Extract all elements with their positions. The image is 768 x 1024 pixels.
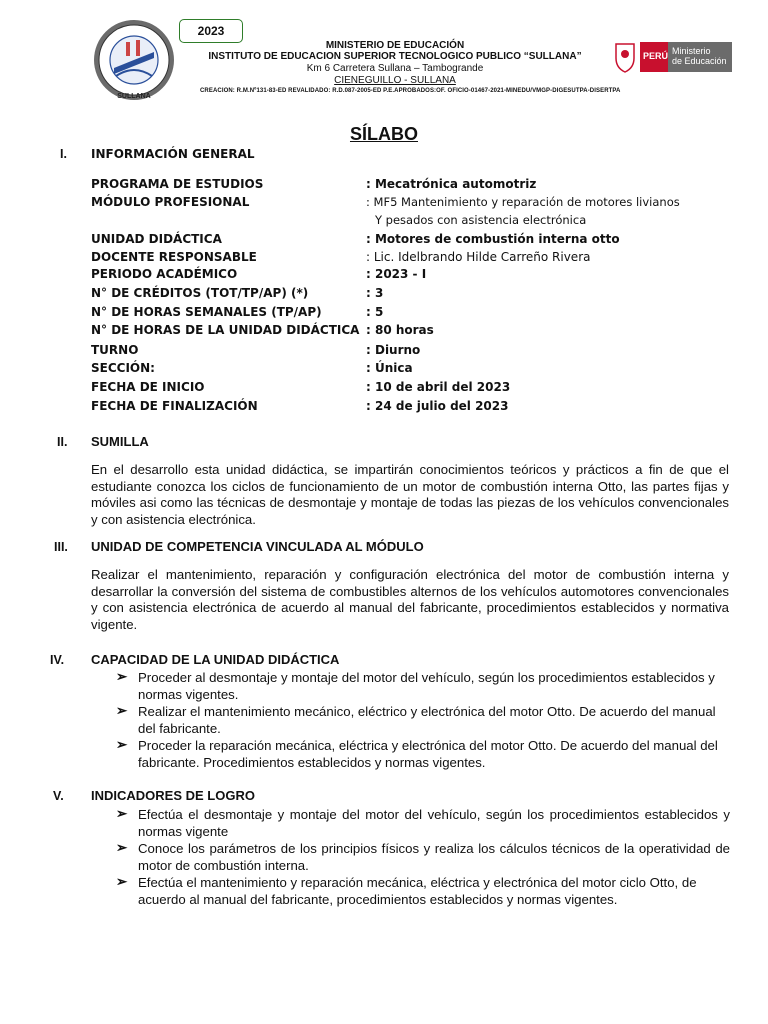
peru-logo-text: PERÚ: [643, 51, 669, 61]
section-3-number: III.: [54, 540, 68, 554]
info-value: : 24 de julio del 2023: [366, 399, 509, 413]
capacidad-item: Proceder la reparación mecánica, eléctrica y electrónica del motor Otto. De acuerdo del manual del fabricante. Procedimientos establecidos y normas vigentes.: [138, 738, 718, 770]
ministry-logo-text-1: Ministerio: [672, 46, 711, 56]
capacidad-bullet-icon: ➢: [116, 737, 128, 752]
institute-location: CIENEGUILLO - SULLANA: [334, 75, 456, 86]
section-1-title: INFORMACIÓN GENERAL: [91, 147, 255, 161]
info-value: : Diurno: [366, 343, 421, 357]
section-3-title: UNIDAD DE COMPETENCIA VINCULADA AL MÓDULO: [91, 539, 424, 554]
creation-resolution: CREACION: R.M.Nº131-83-ED REVALIDADO: R.D.087-2005-ED P.E.APROBADOS:OF. OFICIO-01467-2021-MINEDU/VMGP-DIGESUTPA-DISERTPA: [200, 88, 621, 94]
info-label: N° DE HORAS DE LA UNIDAD DIDÁCTICA: [91, 323, 360, 337]
info-value: : 3: [366, 286, 384, 300]
info-value: : Única: [366, 361, 413, 375]
section-5-number: V.: [53, 789, 64, 803]
indicador-item: Efectúa el mantenimiento y reparación mecánica, eléctrica y electrónica del motor ciclo Otto, de acuerdo al manual del fabricante, procedimientos establecidos y normas vigentes.: [138, 875, 697, 907]
indicador-bullet-icon: ➢: [116, 840, 128, 855]
info-value: : 10 de abril del 2023: [366, 380, 511, 394]
year-badge: 2023: [179, 19, 243, 43]
info-value: : MF5 Mantenimiento y reparación de motores livianos: [366, 195, 680, 209]
info-label: N° DE HORAS SEMANALES (TP/AP): [91, 305, 322, 319]
competencia-paragraph: Realizar el mantenimiento, reparación y configuración electrónica del motor de combustión interna y desarrollar la conversión del sistema de combustibles alternos de los vehículos automotores convencionales y con asistencia electrónica de acuerdo al manual del fabricante, procedimientos establecidos y normativa vigente.: [91, 567, 729, 632]
section-4-number: IV.: [50, 653, 65, 667]
indicador-bullet-icon: ➢: [116, 874, 128, 889]
ministry-logo-text-2: de Educación: [672, 56, 727, 66]
section-5-title: INDICADORES DE LOGRO: [91, 788, 255, 803]
section-2-number: II.: [57, 435, 68, 449]
info-label: FECHA DE INICIO: [91, 380, 205, 394]
info-value: : Lic. Idelbrando Hilde Carreño Rivera: [366, 250, 591, 264]
capacidad-item: Realizar el mantenimiento mecánico, eléctrico y electrónica del motor Otto. De acuerdo del manual del fabricante.: [138, 704, 716, 736]
peru-ministry-logo: [612, 40, 732, 74]
capacidad-bullet-icon: ➢: [116, 703, 128, 718]
info-label: PERIODO ACADÉMICO: [91, 267, 238, 281]
indicador-item: Conoce los parámetros de los principios físicos y realiza los cálculos técnicos de la operatividad de motor de combustión interna.: [138, 841, 730, 873]
capacidad-bullet-icon: ➢: [116, 669, 128, 684]
info-value: : 5: [366, 305, 384, 319]
info-value: : Motores de combustión interna otto: [366, 232, 620, 246]
indicador-item: Efectúa el desmontaje y montaje del motor del vehículo, según los procedimientos establecidos y normas vigente: [138, 807, 730, 839]
info-value-continuation: Y pesados con asistencia electrónica: [375, 213, 587, 227]
info-label: PROGRAMA DE ESTUDIOS: [91, 177, 264, 191]
institute-heading: INSTITUTO DE EDUCACION SUPERIOR TECNOLOGICO PUBLICO “SULLANA”: [208, 51, 582, 62]
page-title: SÍLABO: [349, 124, 418, 144]
section-1-number: I.: [60, 147, 67, 161]
sumilla-paragraph: En el desarrollo esta unidad didáctica, se impartirán conocimientos teóricos y prácticos a fin de que el estudiante conozca los ciclos de funcionamiento de un motor de combustión interna Otto, las partes fijas y móviles asi como las técnicas de desmontaje y montaje de todas las piezas de los vehículos convencionales y con asistencia electrónica.: [91, 462, 729, 527]
info-label: MÓDULO PROFESIONAL: [91, 195, 250, 209]
ministry-heading: MINISTERIO DE EDUCACIÓN: [325, 40, 465, 51]
info-label: N° DE CRÉDITOS (TOT/TP/AP) (*): [91, 286, 309, 300]
info-label: TURNO: [91, 343, 139, 357]
seal-bottom-text: SULLANA: [117, 93, 151, 100]
info-label: FECHA DE FINALIZACIÓN: [91, 399, 258, 413]
section-2-title: SUMILLA: [91, 434, 149, 449]
info-value: : Mecatrónica automotriz: [366, 177, 537, 191]
info-label: SECCIÓN:: [91, 361, 155, 375]
info-value: : 2023 - I: [366, 267, 427, 281]
info-label: UNIDAD DIDÁCTICA: [91, 232, 222, 246]
institute-seal-logo: [92, 18, 176, 102]
info-label: DOCENTE RESPONSABLE: [91, 250, 257, 264]
institute-address: Km 6 Carretera Sullana – Tambogrande: [306, 63, 484, 74]
capacidad-item: Proceder al desmontaje y montaje del motor del vehículo, según los procedimientos establecidos y normas vigentes.: [138, 670, 715, 702]
info-value: : 80 horas: [366, 323, 434, 337]
section-4-title: CAPACIDAD DE LA UNIDAD DIDÁCTICA: [91, 652, 340, 667]
indicador-bullet-icon: ➢: [116, 806, 128, 821]
